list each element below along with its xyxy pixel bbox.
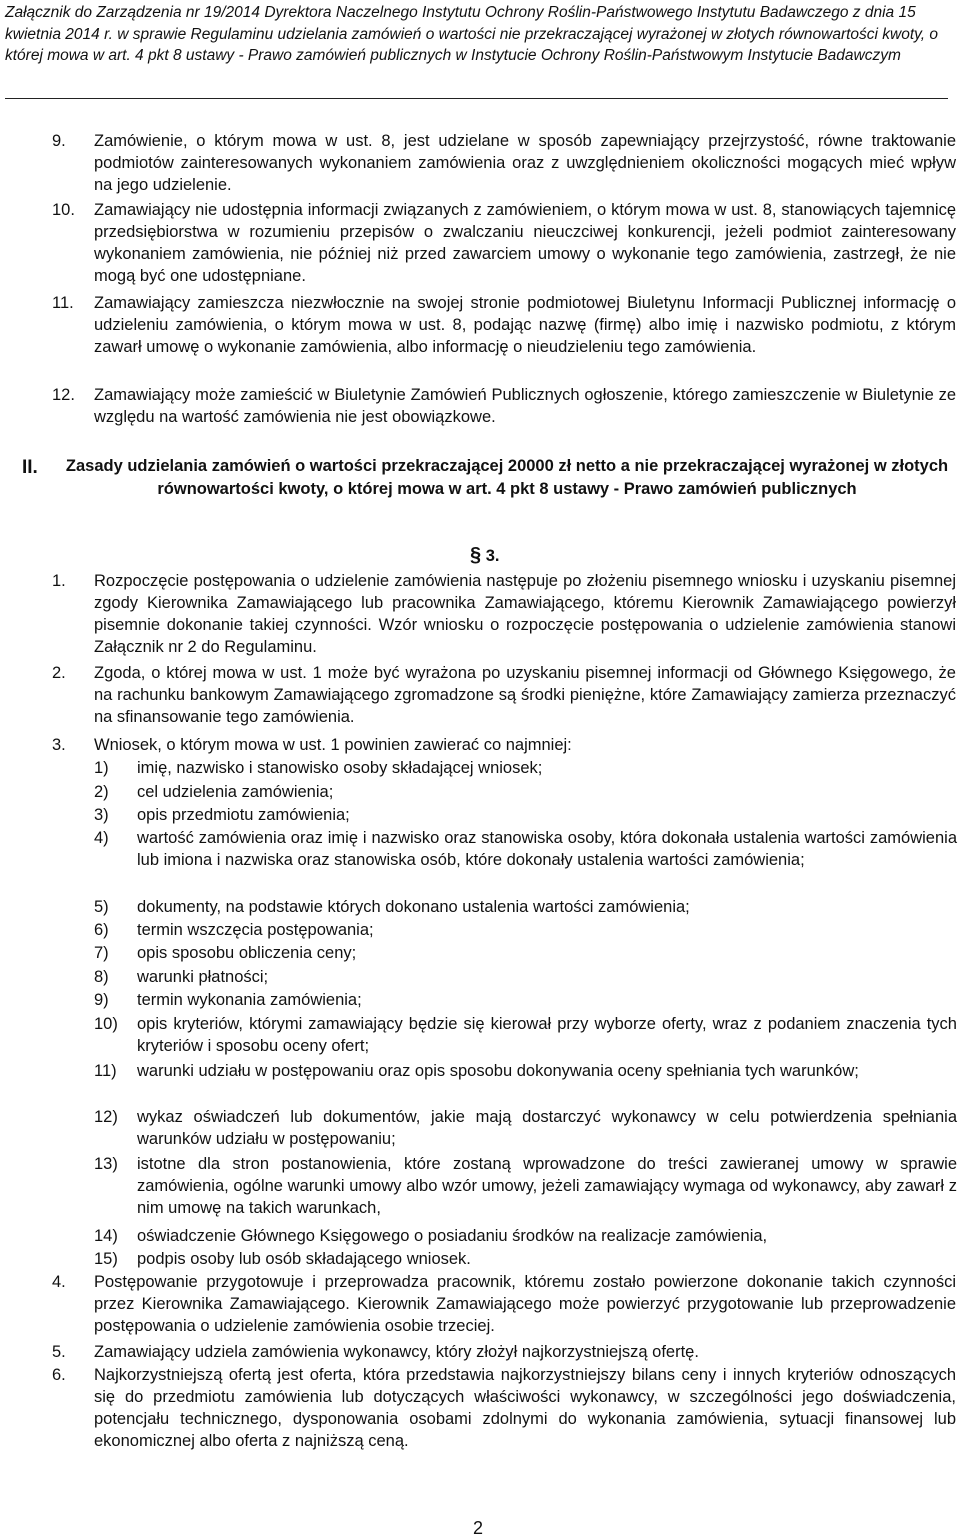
subitem-number: 14) (94, 1227, 118, 1245)
item-number: 4. (52, 1273, 66, 1291)
list-item-4: Postępowanie przygotowuje i przeprowadza pracownik, któremu zostało powierzone dokonanie takich czynności przez Kierownika Zamawiającego. Kierownik Zamawiającego może powierzyć przygotowanie lub przeprowadzenie postępowania o udzielenie zamówienia osobie trzeciej. (94, 1273, 956, 1335)
paragraph-heading (470, 544, 499, 567)
item-number: 3. (52, 736, 66, 754)
list-item-11: Zamawiający zamieszcza niezwłocznie na swojej stronie podmiotowej Biuletynu Informacji Publicznej informację o udzieleniu zamówienia, o którym mowa w ust. 8, podając nazwę (firmę) albo imię i nazwisko podmiotu, z którym zawarł umowę o wykonanie zamówienia, albo informację o nieudzieleniu tego zamówienia. (94, 294, 956, 356)
subitem-number: 4) (94, 829, 109, 847)
item-number: 9. (52, 132, 66, 150)
subitem-number: 15) (94, 1250, 118, 1268)
subitem: warunki płatności; (137, 968, 269, 986)
list-item-6: Najkorzystniejszą ofertą jest oferta, która przedstawia najkorzystniejszy bilans ceny i innych kryteriów odnoszących się do przedmiotu zamówienia lub dotyczących właściwości wykonawcy, w szczególności jego doświadczenia, potencjału technicznego, dysponowania osobami zdolnymi do wykonania zamówienia, sytuacji finansowej lub ekonomicznej albo oferta z najniższą ceną. (94, 1366, 956, 1450)
page-number: 2 (473, 1518, 484, 1538)
list-item-10: Zamawiający nie udostępnia informacji związanych z zamówieniem, o którym mowa w ust. 8, stanowiących tajemnicę przedsiębiorstwa w rozumieniu przepisów o zwalczaniu nieuczciwej konkurencji, jeżeli podmiot zainteresowany wykonaniem zamówienia, nie później niż przed zawarciem umowy o wykonanie tego zamówienia, zastrzegł, że nie mogą być one udostępniane. (94, 201, 956, 285)
subitem: warunki udziału w postępowaniu oraz opis sposobu dokonywania oceny spełniania tych warunków; (137, 1062, 859, 1080)
list-item-5: Zamawiający udziela zamówienia wykonawcy, który złożył najkorzystniejszą ofertę. (94, 1343, 699, 1361)
subitem: opis sposobu obliczenia ceny; (137, 944, 357, 962)
subitem-number: 8) (94, 968, 109, 986)
subitem: termin wszczęcia postępowania; (137, 921, 374, 939)
subitem-number: 11) (94, 1062, 117, 1080)
list-item-1: Rozpoczęcie postępowania o udzielenie zamówienia następuje po złożeniu pisemnego wniosku i uzyskaniu pisemnej zgody Kierownika Zamawiającego lub pracownika Zamawiającego, któremu Kierownik Zamawiającego powierzył pisemnie dokonanie takiej czynności. Wzór wniosku o rozpoczęcie postępowania o udzielenie zamówienia stanowi Załącznik nr 2 do Regulaminu. (94, 572, 956, 656)
item-number: 5. (52, 1343, 66, 1361)
section-numeral: II. (22, 457, 38, 478)
paragraph-sign: § (470, 544, 482, 566)
list-item-9: Zamówienie, o którym mowa w ust. 8, jest udzielane w sposób zapewniający przejrzystość, równe traktowanie podmiotów zainteresowanych wykonaniem zamówienia oraz z uwzględnieniem okoliczności mogących mieć wpływ na jego udzielenie. (94, 132, 956, 194)
subitem: istotne dla stron postanowienia, które zostaną wprowadzone do treści zawieranej umowy w sprawie zamówienia, ogólne warunki umowy albo wzór umowy, jeżeli zamawiający wymaga od wykonawcy, aby zawarł z nim umowę na takich warunkach, (137, 1155, 957, 1217)
subitem-number: 2) (94, 783, 109, 801)
subitem-number: 9) (94, 991, 109, 1009)
subitem-number: 1) (94, 759, 109, 777)
paragraph-number: 3. (485, 547, 500, 565)
list-item-3: Wniosek, o którym mowa w ust. 1 powinien zawierać co najmniej: (94, 736, 572, 754)
subitem-number: 7) (94, 944, 109, 962)
subitem: wykaz oświadczeń lub dokumentów, jakie mają dostarczyć wykonawcy w celu potwierdzenia spełniania warunków udziału w postępowaniu; (137, 1108, 957, 1148)
list-item-12: Zamawiający może zamieścić w Biuletynie Zamówień Publicznych ogłoszenie, którego zamieszczenie w Biuletynie ze względu na wartość zamówienia nie jest obowiązkowe. (94, 386, 956, 426)
item-number: 2. (52, 664, 66, 682)
subitem-number: 5) (94, 898, 109, 916)
subitem: opis kryteriów, którymi zamawiający będzie się kierował przy wyborze oferty, wraz z podaniem znaczenia tych kryteriów i sposobu oceny ofert; (137, 1015, 957, 1055)
subitem: imię, nazwisko i stanowisko osoby składającej wniosek; (137, 759, 543, 777)
subitem: cel udzielenia zamówienia; (137, 783, 334, 801)
subitem: oświadczenie Głównego Księgowego o posiadaniu środków na realizacje zamówienia, (137, 1227, 768, 1245)
subitem: dokumenty, na podstawie których dokonano ustalenia wartości zamówienia; (137, 898, 690, 916)
subitem: wartość zamówienia oraz imię i nazwisko oraz stanowiska osoby, która dokonała ustalenia wartości zamówienia lub imiona i nazwiska oraz stanowiska osób, które dokonały ustalenia wartości zamówienia; (137, 829, 957, 869)
subitem-number: 3) (94, 806, 109, 824)
item-number: 12. (52, 386, 75, 404)
list-item-2: Zgoda, o której mowa w ust. 1 może być wyrażona po uzyskaniu pisemnej informacji od Głównego Księgowego, że na rachunku bankowym Zamawiającego zgromadzone są środki pieniężne, które Zamawiający zamierza przeznaczyć na sfinansowanie tego zamówienia. (94, 664, 956, 726)
subitem-number: 6) (94, 921, 109, 939)
item-number: 6. (52, 1366, 66, 1384)
subitem-number: 10) (94, 1015, 118, 1033)
item-number: 1. (52, 572, 66, 590)
document-header: Załącznik do Zarządzenia nr 19/2014 Dyrektora Naczelnego Instytutu Ochrony Roślin-Państwowego Instytutu Badawczego z dnia 15 kwietnia 2014 r. w sprawie Regulaminu udzielania zamówień o wartości nie przekraczającej wyrażonej w złotych równowartości kwoty, o której mowa w art. 4 pkt 8 ustawy - Prawo zamówień publicznych w Instytucie Ochrony Roślin-Państwowym Instytucie Badawczym (5, 4, 938, 64)
subitem-number: 13) (94, 1155, 118, 1173)
section-title: Zasady udzielania zamówień o wartości przekraczającej 20000 zł netto a nie przekraczającej wyrażonej w złotych równowartości kwoty, o której mowa w art. 4 pkt 8 ustawy - Prawo zamówień publicznych (65, 457, 949, 498)
header-rule (5, 98, 948, 99)
subitem: podpis osoby lub osób składającego wniosek. (137, 1250, 471, 1268)
subitem-number: 12) (94, 1108, 118, 1126)
subitem: opis przedmiotu zamówienia; (137, 806, 350, 824)
item-number: 11. (52, 294, 74, 312)
item-number: 10. (52, 201, 75, 219)
subitem: termin wykonania zamówienia; (137, 991, 362, 1009)
